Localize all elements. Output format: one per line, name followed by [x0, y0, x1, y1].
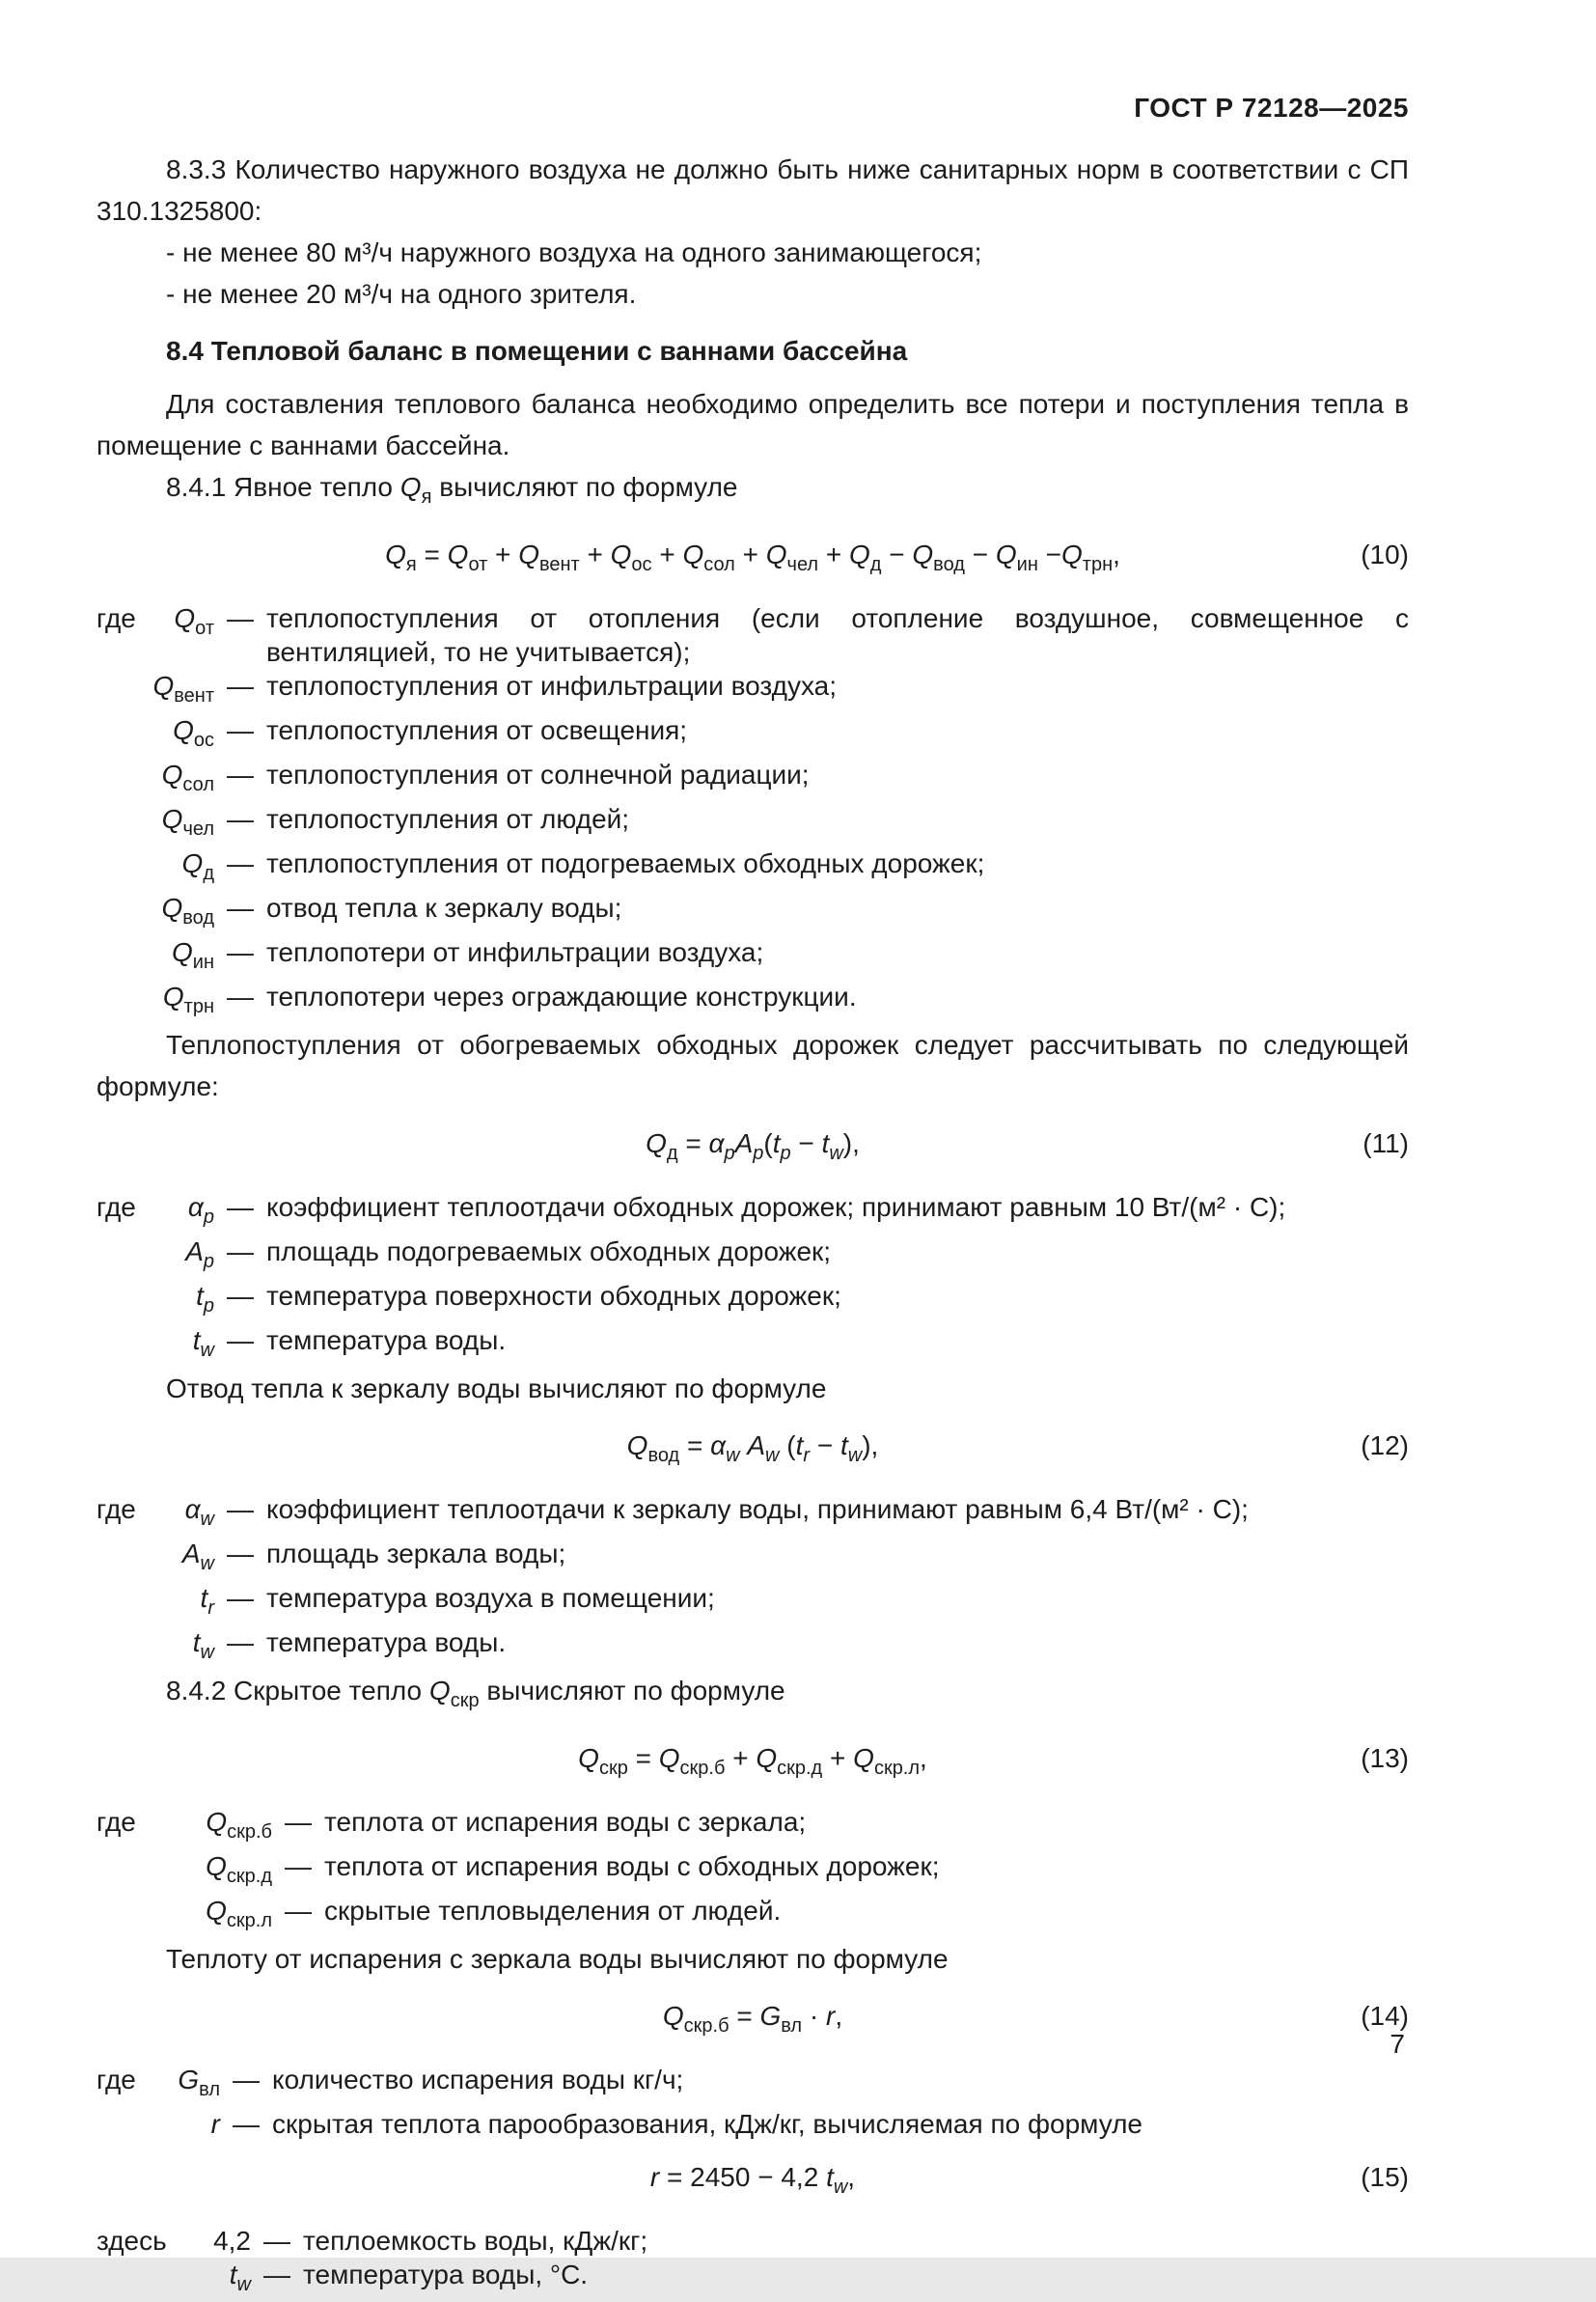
- definition-text: скрытая теплота парообразования, кДж/кг, вычисляемая по формуле: [272, 2109, 1143, 2139]
- definition-text: отвод тепла к зеркалу воды;: [266, 893, 622, 923]
- standard-number: ГОСТ Р 72128—2025: [1134, 93, 1409, 123]
- definition-text: теплопоступления от отопления (если отопление воздушное, совмещенное с вентиляцией, то не учитывается);: [266, 603, 1409, 667]
- definition-text: площадь подогреваемых обходных дорожек;: [266, 1236, 832, 1266]
- symbol: $A_p$: [185, 1236, 214, 1272]
- dash: —: [285, 1896, 312, 1926]
- definition-lead: где: [96, 1807, 136, 1837]
- formula-number: (13): [1361, 1743, 1409, 1773]
- definition-list-12: [96, 1492, 1409, 1670]
- definition-row: [96, 1581, 1409, 1625]
- dash: —: [227, 937, 254, 967]
- formula-13: [96, 1737, 1409, 1789]
- dash: —: [227, 1281, 254, 1311]
- definition-row: [96, 980, 1409, 1024]
- definition-text: температура воды.: [266, 1325, 507, 1355]
- symbol: $\alpha_w$: [184, 1494, 214, 1530]
- definition-text: коэффициент теплоотдачи обходных дорожек; принимают равным 10 Вт/(м² · С);: [266, 1192, 1286, 1222]
- symbol: $Q_{чел}$: [161, 804, 214, 840]
- dash: —: [285, 1807, 312, 1837]
- definition-text: скрытые тепловыделения от людей.: [324, 1896, 782, 1926]
- definition-text: площадь зеркала воды;: [266, 1539, 566, 1568]
- dash: —: [227, 1583, 254, 1613]
- formula-15: [96, 2156, 1409, 2208]
- dash: —: [227, 1494, 254, 1524]
- formula-14: [96, 1995, 1409, 2047]
- definition-text: теплопоступления от подогреваемых обходных дорожек;: [266, 848, 985, 878]
- dash: —: [233, 2109, 260, 2139]
- definition-row: [96, 1492, 1409, 1537]
- symbol: $Q_{сол}$: [161, 760, 214, 795]
- symbol: $Q_{скр.б}$: [206, 1807, 272, 1843]
- definition-row: [96, 1625, 1409, 1670]
- dash: —: [227, 804, 254, 834]
- definition-lead: где: [96, 2065, 136, 2094]
- definition-lead: где: [96, 603, 136, 633]
- definition-row: [96, 713, 1409, 758]
- definition-lead: где: [96, 1192, 136, 1222]
- definition-list-11: [96, 1190, 1409, 1368]
- dash: —: [227, 1236, 254, 1266]
- definition-text: теплоемкость воды, кДж/кг;: [303, 2226, 648, 2256]
- definition-row: [96, 1894, 1409, 1938]
- paragraph-8-4-1: 8.4.1 Явное тепло $Q_я$ вычисляют по формуле: [166, 472, 738, 508]
- definition-list-13: [96, 1805, 1409, 1938]
- definition-text: температура поверхности обходных дорожек;: [266, 1281, 841, 1311]
- paragraph-teplota: Теплоту от испарения с зеркала воды вычисляют по формуле: [166, 1944, 949, 1974]
- definition-lead: где: [96, 1494, 136, 1524]
- dash: —: [233, 2065, 260, 2094]
- dash: —: [227, 1192, 254, 1222]
- definition-row: [96, 1190, 1409, 1234]
- symbol: $Q_{вент}$: [152, 671, 214, 707]
- formula-expression: $Q_я = Q_{от} + Q_{вент} + Q_{ос} + Q_{сол} + Q_{чел} + Q_д - Q_{вод} - Q_{ин} -Q_{трн}$,: [385, 540, 1120, 575]
- definition-text: теплопотери от инфильтрации воздуха;: [266, 937, 764, 967]
- definition-row: [96, 891, 1409, 935]
- dash: —: [227, 893, 254, 923]
- dash: —: [227, 1325, 254, 1355]
- definition-text: теплопоступления от освещения;: [266, 715, 688, 745]
- definition-text: температура воды.: [266, 1627, 507, 1657]
- formula-number: (10): [1361, 540, 1409, 569]
- symbol: $t_w$: [192, 1325, 214, 1361]
- formula-expression: $Q_{вод} = \alpha_w$ $A_w$ $(t_r - t_w)$,: [626, 1430, 879, 1466]
- definition-text: теплопоступления от людей;: [266, 804, 630, 834]
- definition-row: [96, 1234, 1409, 1279]
- symbol: $A_w$: [181, 1539, 214, 1574]
- definition-row: [96, 2107, 1409, 2141]
- formula-expression: $Q_{скр} = Q_{скр.б} + Q_{скр.д} + Q_{скр.л}$,: [578, 1743, 927, 1779]
- definition-list-15: [96, 2224, 1409, 2302]
- definition-text: коэффициент теплоотдачи к зеркалу воды, принимают равным 6,4 Вт/(м² · С);: [266, 1494, 1249, 1524]
- formula-12: [96, 1425, 1409, 1477]
- symbol: $t_p$: [196, 1281, 214, 1317]
- dash: —: [227, 982, 254, 1012]
- symbol: $t_w$: [229, 2260, 251, 2295]
- symbol: 4,2: [213, 2226, 251, 2256]
- symbol: $Q_{трн}$: [162, 982, 214, 1017]
- definition-row: [96, 1805, 1409, 1849]
- definition-row: [96, 1849, 1409, 1894]
- symbol: $Q_{скр.д}$: [206, 1851, 272, 1887]
- dash: —: [227, 760, 254, 790]
- symbol: r: [210, 2109, 220, 2139]
- definition-row: [96, 1537, 1409, 1581]
- symbol: $Q_{вод}$: [161, 893, 214, 929]
- dash: —: [285, 1851, 312, 1881]
- definition-row: [96, 758, 1409, 802]
- symbol: $\alpha_p$: [187, 1192, 214, 1228]
- definition-list-10: [96, 601, 1409, 1024]
- dash: —: [227, 671, 254, 701]
- formula-number: (15): [1361, 2162, 1409, 2192]
- dash: —: [227, 1627, 254, 1657]
- definition-row: [96, 601, 1409, 669]
- symbol: $Q_{ин}$: [172, 937, 214, 973]
- dash: —: [227, 715, 254, 745]
- document-content: [96, 89, 1409, 2302]
- definition-row: [96, 935, 1409, 980]
- formula-number: (14): [1361, 2001, 1409, 2031]
- definition-row: [96, 1279, 1409, 1323]
- definition-row: [96, 2258, 1409, 2302]
- definition-row: [96, 802, 1409, 846]
- definition-row: [96, 2063, 1409, 2107]
- formula-10: [96, 534, 1409, 586]
- formula-expression: $Q_д = \alpha_pA_p(t_p - t_w)$,: [646, 1128, 860, 1164]
- dash: —: [263, 2226, 290, 2256]
- page-number: 7: [1390, 2029, 1405, 2059]
- paragraph-8-4-2: 8.4.2 Скрытое тепло $Q_{скр}$ вычисляют по формуле: [166, 1676, 785, 1711]
- definition-text: теплопотери через ограждающие конструкции.: [266, 982, 857, 1012]
- formula-number: (12): [1361, 1430, 1409, 1460]
- symbol: $Q_д$: [181, 848, 214, 884]
- formula-expression: $Q_{скр.б} = G_{вл} \cdot r$,: [662, 2001, 843, 2037]
- bullet-80: - не менее 80 м³/ч наружного воздуха на одного занимающегося;: [166, 237, 982, 267]
- symbol: $Q_{скр.л}$: [206, 1896, 272, 1931]
- paragraph-8-3-3: 8.3.3 Количество наружного воздуха не должно быть ниже санитарных норм в соответствии с СП 310.1325800:: [96, 154, 1409, 226]
- definition-text: теплота от испарения воды с обходных дорожек;: [324, 1851, 940, 1881]
- definition-row: [96, 1323, 1409, 1368]
- definition-text: теплопоступления от инфильтрации воздуха;: [266, 671, 838, 701]
- definition-row: [96, 669, 1409, 713]
- formula-number: (11): [1362, 1128, 1409, 1158]
- definition-lead: здесь: [96, 2226, 167, 2256]
- symbol: $Q_{ос}$: [173, 715, 214, 751]
- symbol: $t_w$: [192, 1627, 214, 1663]
- paragraph-otvod: Отвод тепла к зеркалу воды вычисляют по формуле: [166, 1373, 827, 1403]
- paragraph-dorozhki: Теплопоступления от обогреваемых обходных дорожек следует рассчитывать по следующей формуле:: [96, 1030, 1409, 1101]
- dash: —: [263, 2260, 290, 2289]
- definition-text: теплота от испарения воды с зеркала;: [324, 1807, 807, 1837]
- formula-11: [96, 1123, 1409, 1175]
- definition-text: температура воздуха в помещении;: [266, 1583, 715, 1613]
- dash: —: [227, 848, 254, 878]
- symbol: $G_{вл}$: [178, 2065, 220, 2100]
- definition-text: температура воды, °С.: [303, 2260, 589, 2289]
- dash: —: [227, 603, 254, 633]
- definition-text: теплопоступления от солнечной радиации;: [266, 760, 810, 790]
- symbol: $t_r$: [200, 1583, 214, 1619]
- definition-row: [96, 846, 1409, 891]
- definition-row: [96, 2224, 1409, 2258]
- formula-expression: r = 2450 − 4,2 $t_w$,: [649, 2162, 856, 2198]
- definition-text: количество испарения воды кг/ч;: [272, 2065, 684, 2094]
- bullet-20: - не менее 20 м³/ч на одного зрителя.: [166, 279, 637, 309]
- paragraph-intro: Для составления теплового баланса необходимо определить все потери и поступления тепла в помещение с ваннами бассейна.: [96, 389, 1409, 460]
- dash: —: [227, 1539, 254, 1568]
- definition-list-14: [96, 2063, 1409, 2141]
- symbol: $Q_{от}$: [174, 603, 214, 639]
- section-heading-8-4: 8.4 Тепловой баланс в помещении с ваннами бассейна: [166, 336, 908, 366]
